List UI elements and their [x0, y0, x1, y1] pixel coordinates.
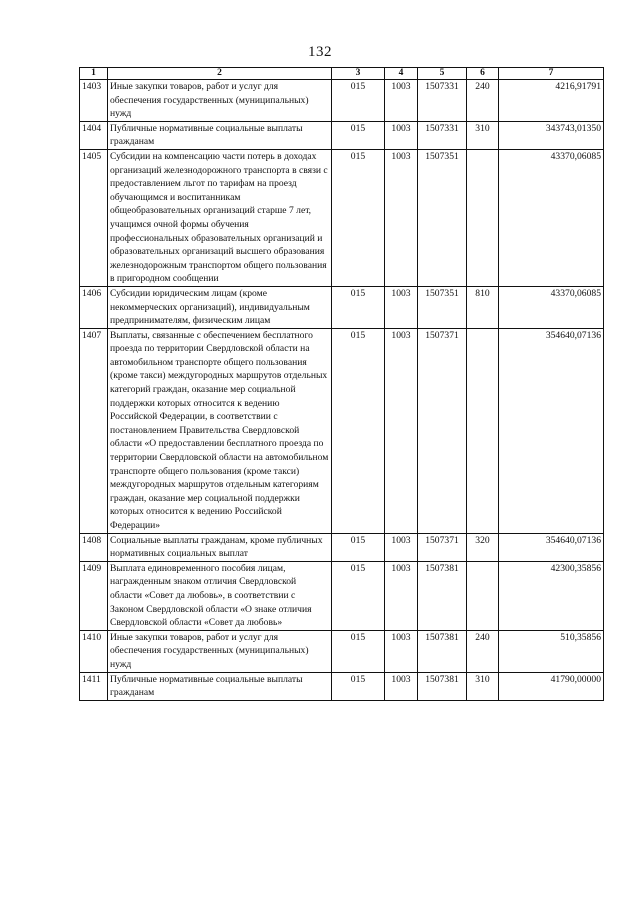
row-section-code: 1003 — [385, 533, 418, 561]
header-col-7: 7 — [499, 68, 604, 80]
row-sum: 41790,00000 — [499, 672, 604, 700]
row-admin-code: 015 — [332, 328, 385, 533]
row-sum: 354640,07136 — [499, 533, 604, 561]
row-sum: 343743,01350 — [499, 121, 604, 149]
row-target-code: 1507331 — [418, 121, 467, 149]
row-number: 1406 — [80, 286, 108, 328]
row-expense-type — [467, 328, 499, 533]
row-number: 1405 — [80, 149, 108, 286]
row-sum: 510,35856 — [499, 630, 604, 672]
row-section-code: 1003 — [385, 149, 418, 286]
page-number: 132 — [308, 44, 332, 60]
row-section-code: 1003 — [385, 121, 418, 149]
row-sum: 354640,07136 — [499, 328, 604, 533]
row-name: Выплаты, связанные с обеспечением бесплатного проезда по территории Свердловской области на автомобильном транспорте общего пользования (кроме такси) междугородных маршрутов отдельных категорий граждан, оказание мер социальной поддержки которых относится к ведению Российской Федерации, в соответствии с постановлением Правительства Свердловской области «О предоставлении бесплатного проезда по территории Свердловской области на автомобильном транспорте общего пользования (кроме такси) междугородных маршрутов отдельным категориям граждан, оказание мер социальной поддержки которых относится к ведению Российской Федерации» — [108, 328, 332, 533]
row-target-code: 1507381 — [418, 672, 467, 700]
row-expense-type: 320 — [467, 533, 499, 561]
table-row — [80, 561, 604, 630]
row-expense-type: 810 — [467, 286, 499, 328]
row-admin-code: 015 — [332, 286, 385, 328]
row-expense-type — [467, 561, 499, 630]
table-row — [80, 328, 604, 533]
row-number: 1408 — [80, 533, 108, 561]
row-name: Публичные нормативные социальные выплаты гражданам — [108, 672, 332, 700]
row-section-code: 1003 — [385, 630, 418, 672]
row-admin-code: 015 — [332, 149, 385, 286]
row-expense-type — [467, 149, 499, 286]
row-number: 1404 — [80, 121, 108, 149]
row-name: Социальные выплаты гражданам, кроме публичных нормативных социальных выплат — [108, 533, 332, 561]
row-expense-type: 240 — [467, 630, 499, 672]
table-row — [80, 121, 604, 149]
row-expense-type: 310 — [467, 121, 499, 149]
row-name: Иные закупки товаров, работ и услуг для обеспечения государственных (муниципальных) нужд — [108, 630, 332, 672]
row-number: 1409 — [80, 561, 108, 630]
row-section-code: 1003 — [385, 286, 418, 328]
row-number: 1410 — [80, 630, 108, 672]
row-target-code: 1507371 — [418, 328, 467, 533]
header-col-2: 2 — [108, 68, 332, 80]
row-target-code: 1507331 — [418, 80, 467, 122]
row-sum: 43370,06085 — [499, 286, 604, 328]
row-section-code: 1003 — [385, 328, 418, 533]
row-target-code: 1507351 — [418, 149, 467, 286]
header-col-5: 5 — [418, 68, 467, 80]
row-admin-code: 015 — [332, 533, 385, 561]
row-admin-code: 015 — [332, 561, 385, 630]
header-col-6: 6 — [467, 68, 499, 80]
row-sum: 42300,35856 — [499, 561, 604, 630]
row-expense-type: 310 — [467, 672, 499, 700]
table-row — [80, 80, 604, 122]
table-row — [80, 149, 604, 286]
table-header — [80, 68, 604, 80]
row-section-code: 1003 — [385, 672, 418, 700]
row-target-code: 1507381 — [418, 630, 467, 672]
header-col-1: 1 — [80, 68, 108, 80]
row-admin-code: 015 — [332, 672, 385, 700]
row-section-code: 1003 — [385, 80, 418, 122]
row-name: Публичные нормативные социальные выплаты гражданам — [108, 121, 332, 149]
table-row — [80, 533, 604, 561]
row-name: Субсидии юридическим лицам (кроме некоммерческих организаций), индивидуальным предпринимателям, физическим лицам — [108, 286, 332, 328]
table-row — [80, 630, 604, 672]
row-name: Выплата единовременного пособия лицам, награжденным знаком отличия Свердловской области «Совет да любовь», в соответствии с Законом Свердловской области «О знаке отличия Свердловской области «Совет да любовь» — [108, 561, 332, 630]
table-row — [80, 672, 604, 700]
row-expense-type: 240 — [467, 80, 499, 122]
header-col-4: 4 — [385, 68, 418, 80]
row-name: Иные закупки товаров, работ и услуг для обеспечения государственных (муниципальных) нужд — [108, 80, 332, 122]
row-admin-code: 015 — [332, 80, 385, 122]
table-body — [80, 80, 604, 701]
row-name: Субсидии на компенсацию части потерь в доходах организаций железнодорожного транспорта в связи с предоставлением льгот по тарифам на проезд обучающимся и воспитанникам общеобразовательных организаций старше 7 лет, учащимся очной формы обучения профессиональных образовательных организаций и образовательных организаций высшего образования железнодорожным транспортом общего пользования в пригородном сообщении — [108, 149, 332, 286]
table-row — [80, 286, 604, 328]
row-admin-code: 015 — [332, 630, 385, 672]
row-target-code: 1507371 — [418, 533, 467, 561]
row-admin-code: 015 — [332, 121, 385, 149]
row-sum: 43370,06085 — [499, 149, 604, 286]
row-number: 1411 — [80, 672, 108, 700]
header-row — [80, 68, 604, 80]
header-col-3: 3 — [332, 68, 385, 80]
row-section-code: 1003 — [385, 561, 418, 630]
row-target-code: 1507381 — [418, 561, 467, 630]
row-sum: 4216,91791 — [499, 80, 604, 122]
row-target-code: 1507351 — [418, 286, 467, 328]
row-number: 1407 — [80, 328, 108, 533]
row-number: 1403 — [80, 80, 108, 122]
budget-table — [79, 67, 604, 701]
